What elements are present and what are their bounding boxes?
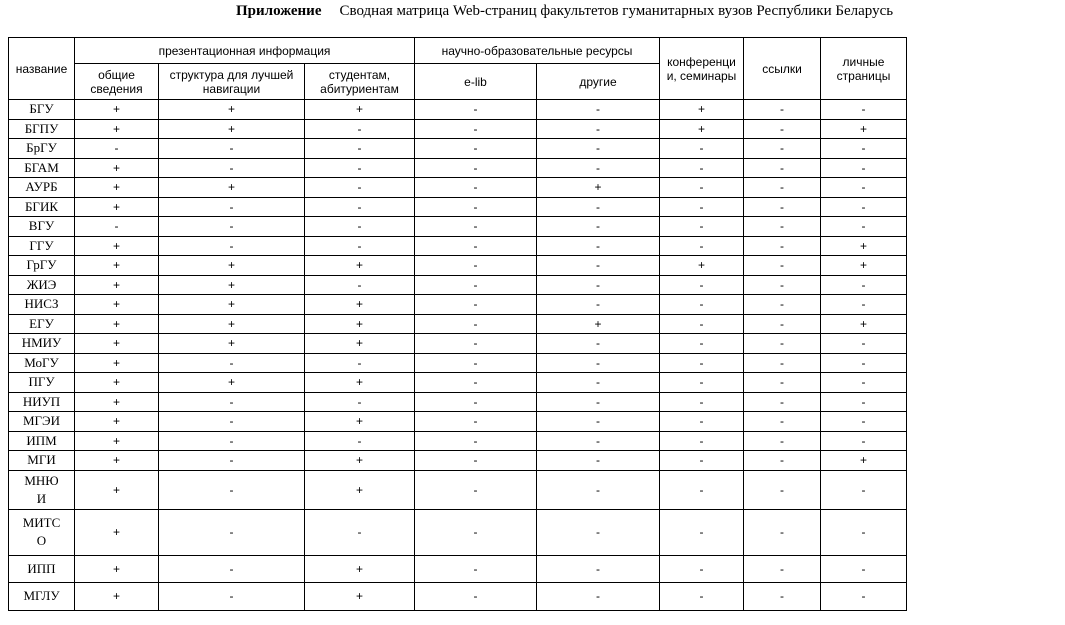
cell-value: + [75,100,159,120]
cell-value: - [305,275,415,295]
header-sub-structure: структура для лучшей навигации [159,64,305,100]
cell-value: - [159,582,305,610]
cell-value: - [415,295,537,315]
cell-value: - [660,509,744,555]
cell-value: - [415,217,537,237]
cell-value: - [159,392,305,412]
cell-value: - [821,431,907,451]
cell-value: - [821,582,907,610]
cell-value: + [75,555,159,582]
cell-value: + [75,373,159,393]
cell-value: - [821,373,907,393]
cell-value: - [821,392,907,412]
table-row [9,509,907,555]
cell-value: + [821,236,907,256]
cell-value: - [305,139,415,159]
cell-value: + [537,178,660,198]
cell-value: - [537,217,660,237]
cell-value: - [744,236,821,256]
cell-value: - [744,431,821,451]
row-name-text: МГИ [27,452,56,468]
cell-value: - [159,353,305,373]
cell-value: - [415,334,537,354]
cell-value: - [415,158,537,178]
cell-value: - [305,217,415,237]
title-text: Сводная матрица Web-страниц факультетов гуманитарных вузов Республики Беларусь [339,3,894,19]
cell-value: - [744,470,821,509]
cell-value: - [537,139,660,159]
cell-value: - [537,555,660,582]
cell-value: - [537,509,660,555]
cell-value: - [821,412,907,432]
table-row [9,178,907,198]
cell-value: - [415,555,537,582]
cell-value: - [305,178,415,198]
row-name [9,178,75,198]
cell-value: - [537,353,660,373]
cell-value: - [821,334,907,354]
cell-value: - [660,582,744,610]
row-name [9,256,75,276]
cell-value: - [744,119,821,139]
cell-value: - [415,314,537,334]
cell-value: - [159,139,305,159]
cell-value: - [159,158,305,178]
cell-value: - [305,392,415,412]
cell-value: - [744,555,821,582]
cell-value: + [305,582,415,610]
cell-value: - [415,582,537,610]
table-row [9,431,907,451]
cell-value: + [75,256,159,276]
cell-value: + [159,178,305,198]
row-name-text: БГУ [29,101,54,117]
cell-value: + [821,256,907,276]
cell-value: - [75,217,159,237]
cell-value: - [660,236,744,256]
row-name [9,451,75,471]
cell-value: + [660,256,744,276]
cell-value: + [159,275,305,295]
cell-value: - [537,334,660,354]
row-name-text: ГГУ [29,237,54,253]
table-row [9,197,907,217]
row-name [9,470,75,509]
header-sub-general: общие сведения [75,64,159,100]
row-name [9,100,75,120]
cell-value: - [744,412,821,432]
cell-value: - [415,470,537,509]
cell-value: - [744,582,821,610]
cell-value: - [821,295,907,315]
cell-value: - [537,392,660,412]
cell-value: + [305,470,415,509]
cell-value: + [305,555,415,582]
cell-value: + [75,451,159,471]
row-name [9,431,75,451]
cell-value: + [305,334,415,354]
table-row [9,217,907,237]
cell-value: + [75,119,159,139]
cell-value: - [744,139,821,159]
row-name [9,119,75,139]
cell-value: - [159,431,305,451]
cell-value: - [660,275,744,295]
cell-value: - [537,256,660,276]
cell-value: - [660,412,744,432]
cell-value: - [415,236,537,256]
cell-value: + [75,392,159,412]
cell-value: + [75,158,159,178]
cell-value: - [537,295,660,315]
row-name-text: МИТСО [22,515,61,548]
cell-value: - [537,470,660,509]
cell-value: - [821,353,907,373]
cell-value: - [660,158,744,178]
header-group-presentation: презентационная информация [75,38,415,64]
table-row [9,373,907,393]
row-name-text: БГПУ [24,120,59,136]
table-row [9,582,907,610]
cell-value: + [305,412,415,432]
cell-value: + [75,509,159,555]
cell-value: - [821,509,907,555]
cell-value: - [821,197,907,217]
row-name-text: НИУП [22,393,61,409]
row-name [9,582,75,610]
cell-value: - [415,392,537,412]
cell-value: - [821,217,907,237]
cell-value: + [305,451,415,471]
table-body [9,38,907,611]
table-row [9,392,907,412]
cell-value: - [660,353,744,373]
cell-value: - [415,178,537,198]
cell-value: + [159,373,305,393]
row-name-text: ПГУ [28,374,55,390]
cell-value: + [159,119,305,139]
cell-value: - [660,334,744,354]
table-row [9,119,907,139]
cell-value: - [537,451,660,471]
cell-value: + [821,314,907,334]
row-name [9,197,75,217]
cell-value: - [821,470,907,509]
cell-value: - [660,295,744,315]
header-sub-students: студентам, абитуриентам [305,64,415,100]
cell-value: - [537,431,660,451]
cell-value: - [744,256,821,276]
cell-value: - [159,217,305,237]
row-name-text: ЖИЭ [26,276,57,292]
table-row [9,334,907,354]
cell-value: - [821,555,907,582]
cell-value: - [744,158,821,178]
cell-value: + [75,412,159,432]
page-title [236,3,893,20]
cell-value: - [415,100,537,120]
cell-value: - [415,256,537,276]
cell-value: - [415,197,537,217]
cell-value: + [159,314,305,334]
cell-value: - [75,139,159,159]
cell-value: - [660,392,744,412]
row-name [9,314,75,334]
cell-value: - [744,197,821,217]
cell-value: - [415,412,537,432]
cell-value: - [537,275,660,295]
cell-value: - [660,451,744,471]
row-name-text: МНЮИ [24,472,59,506]
cell-value: + [159,295,305,315]
row-name [9,334,75,354]
cell-value: + [159,334,305,354]
cell-value: - [305,158,415,178]
cell-value: + [305,256,415,276]
cell-value: + [537,314,660,334]
cell-value: + [75,334,159,354]
cell-value: - [537,158,660,178]
cell-value: + [75,470,159,509]
cell-value: - [821,139,907,159]
row-name-text: НИСЗ [24,296,59,312]
cell-value: - [744,451,821,471]
row-name [9,295,75,315]
cell-value: + [75,431,159,451]
cell-value: - [415,509,537,555]
cell-value: - [159,197,305,217]
table-row [9,139,907,159]
cell-value: + [75,314,159,334]
header-sub-elib: e-lib [415,64,537,100]
cell-value: - [744,373,821,393]
cell-value: + [660,119,744,139]
summary-matrix-table [8,37,907,611]
row-name-text: БрГУ [26,140,57,156]
cell-value: - [660,139,744,159]
table-row [9,236,907,256]
cell-value: - [159,470,305,509]
cell-value: + [660,100,744,120]
row-name-text: МоГУ [24,354,59,370]
cell-value: + [305,314,415,334]
row-name-text: АУРБ [25,179,58,195]
table-row [9,295,907,315]
header-name: название [9,38,75,100]
header-row-1 [9,38,907,64]
row-name [9,555,75,582]
cell-value: + [305,100,415,120]
cell-value: - [821,178,907,198]
cell-value: - [744,509,821,555]
cell-value: - [537,582,660,610]
cell-value: + [159,100,305,120]
row-name-text: ГрГУ [26,257,57,273]
cell-value: - [744,353,821,373]
row-name [9,373,75,393]
cell-value: - [660,217,744,237]
row-name [9,217,75,237]
table-row [9,256,907,276]
cell-value: + [75,236,159,256]
cell-value: - [744,217,821,237]
row-name-text: ВГУ [28,218,55,234]
cell-value: - [415,139,537,159]
cell-value: - [305,197,415,217]
cell-value: - [159,236,305,256]
table-row [9,314,907,334]
cell-value: - [415,353,537,373]
cell-value: - [159,451,305,471]
row-name [9,353,75,373]
cell-value: + [75,275,159,295]
cell-value: + [75,353,159,373]
cell-value: - [660,178,744,198]
row-name-text: НМИУ [21,335,62,351]
cell-value: - [537,197,660,217]
cell-value: - [821,158,907,178]
row-name-text: ИПМ [26,432,57,448]
cell-value: - [744,275,821,295]
cell-value: - [537,236,660,256]
cell-value: - [415,119,537,139]
cell-value: - [660,373,744,393]
row-name-text: ИПП [27,560,56,576]
table-row [9,555,907,582]
header-sub-other: другие [537,64,660,100]
cell-value: - [159,555,305,582]
header-personal: личные страницы [821,38,907,100]
cell-value: - [305,509,415,555]
cell-value: + [821,451,907,471]
cell-value: - [159,412,305,432]
row-name-text: МГЛУ [23,588,60,603]
cell-value: - [305,119,415,139]
cell-value: - [537,412,660,432]
cell-value: + [305,373,415,393]
cell-value: + [75,295,159,315]
title-prefix: Приложение [236,3,322,19]
row-name [9,236,75,256]
cell-value: - [744,178,821,198]
cell-value: - [744,392,821,412]
table-row [9,412,907,432]
cell-value: - [415,431,537,451]
cell-value: - [744,334,821,354]
cell-value: - [537,119,660,139]
cell-value: - [537,373,660,393]
table-row [9,470,907,509]
row-name-text: ЕГУ [29,315,54,331]
row-name [9,139,75,159]
row-name [9,158,75,178]
cell-value: - [305,431,415,451]
table-row [9,100,907,120]
row-name [9,509,75,555]
cell-value: - [660,431,744,451]
row-name [9,412,75,432]
row-name [9,275,75,295]
table-row [9,353,907,373]
cell-value: + [75,178,159,198]
cell-value: - [537,100,660,120]
cell-value: - [744,295,821,315]
cell-value: - [159,509,305,555]
cell-value: - [744,314,821,334]
cell-value: - [415,451,537,471]
row-name [9,392,75,412]
cell-value: + [305,295,415,315]
table-row [9,158,907,178]
cell-value: + [75,582,159,610]
cell-value: - [660,470,744,509]
cell-value: + [75,197,159,217]
cell-value: - [660,314,744,334]
cell-value: - [415,373,537,393]
cell-value: - [660,197,744,217]
row-name-text: БГИК [24,198,59,214]
row-name-text: БГАМ [24,159,59,175]
table-row [9,451,907,471]
cell-value: + [159,256,305,276]
header-group-resources: научно-образовательные ресурсы [415,38,660,64]
cell-value: + [821,119,907,139]
cell-value: - [305,236,415,256]
cell-value: - [821,275,907,295]
header-links: ссылки [744,38,821,100]
cell-value: - [660,555,744,582]
table-row [9,275,907,295]
cell-value: - [415,275,537,295]
cell-value: - [821,100,907,120]
header-conferences: конференции, семинары [660,38,744,100]
cell-value: - [744,100,821,120]
cell-value: - [305,353,415,373]
row-name-text: МГЭИ [22,413,61,429]
